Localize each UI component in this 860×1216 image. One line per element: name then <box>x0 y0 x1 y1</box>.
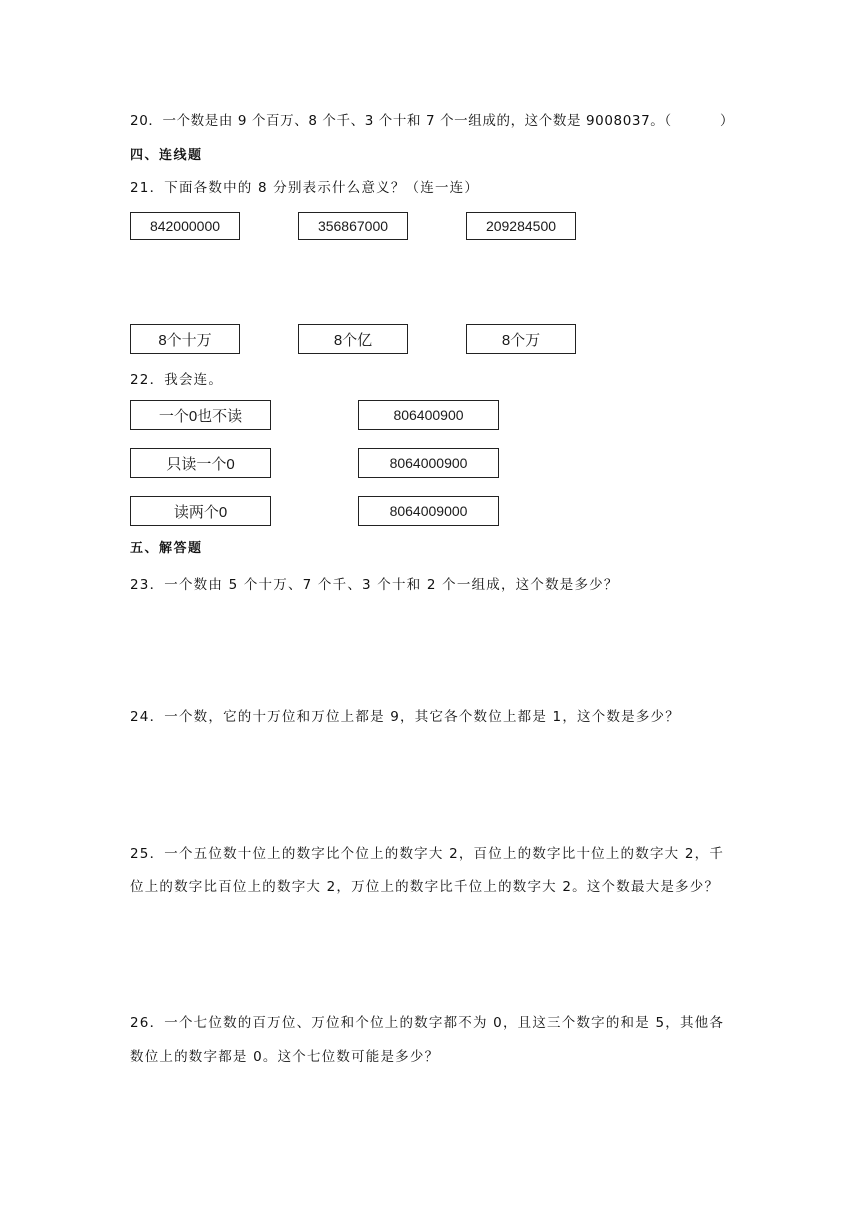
question-23: 23．一个数由 5 个十万、7 个千、3 个十和 2 个一组成，这个数是多少？ <box>130 577 619 593</box>
meaning-box-1[interactable] <box>130 324 240 354</box>
question-21: 21．下面各数中的 8 分别表示什么意义？（连一连） <box>130 180 480 196</box>
question-26-line-1: 26．一个七位数的百万位、万位和个位上的数字都不为 0，且这三个数字的和是 5，其他各 <box>130 1015 725 1031</box>
reading-rule-box-3[interactable] <box>130 496 271 526</box>
question-26-line-2: 数位上的数字都是 0。这个七位数可能是多少？ <box>130 1049 440 1065</box>
number-box-1[interactable] <box>130 212 240 240</box>
number-box-2-label: 356867000 <box>317 218 389 234</box>
number-box-3[interactable] <box>466 212 576 240</box>
reading-rule-box-1-label: 一个0也不读 <box>158 407 243 425</box>
number-option-box-2[interactable] <box>358 448 499 478</box>
number-box-3-label: 209284500 <box>485 218 557 234</box>
number-option-box-2-label: 8064000900 <box>389 455 468 471</box>
reading-rule-box-2-label: 只读一个0 <box>166 455 235 473</box>
meaning-box-2-label: 8个亿 <box>333 331 373 349</box>
meaning-box-1-label: 8个十万 <box>158 331 212 349</box>
section-5-heading: 五、解答题 <box>130 541 203 556</box>
question-22: 22．我会连。 <box>130 372 224 388</box>
number-box-1-label: 842000000 <box>149 218 221 234</box>
number-option-box-1-label: 806400900 <box>393 407 464 423</box>
question-24: 24．一个数，它的十万位和万位上都是 9，其它各个数位上都是 1，这个数是多少？ <box>130 709 680 725</box>
reading-rule-box-1[interactable] <box>130 400 271 430</box>
question-20: 20．一个数是由 9 个百万、8 个千、3 个十和 7 个一组成的，这个数是 9008037。（ <box>130 113 672 129</box>
question-25-line-2: 位上的数字比百位上的数字大 2，万位上的数字比千位上的数字大 2。这个数最大是多少？ <box>130 879 720 895</box>
reading-rule-box-2[interactable] <box>130 448 271 478</box>
section-4-heading: 四、连线题 <box>130 148 203 163</box>
number-option-box-3[interactable] <box>358 496 499 526</box>
meaning-box-3-label: 8个万 <box>501 331 541 349</box>
number-option-box-3-label: 8064009000 <box>389 503 468 519</box>
question-20-close-paren: ） <box>720 113 734 129</box>
number-option-box-1[interactable] <box>358 400 499 430</box>
question-25-line-1: 25．一个五位数十位上的数字比个位上的数字大 2，百位上的数字比十位上的数字大 2，千 <box>130 846 725 862</box>
number-box-2[interactable] <box>298 212 408 240</box>
reading-rule-box-3-label: 读两个0 <box>173 503 228 521</box>
meaning-box-3[interactable] <box>466 324 576 354</box>
meaning-box-2[interactable] <box>298 324 408 354</box>
